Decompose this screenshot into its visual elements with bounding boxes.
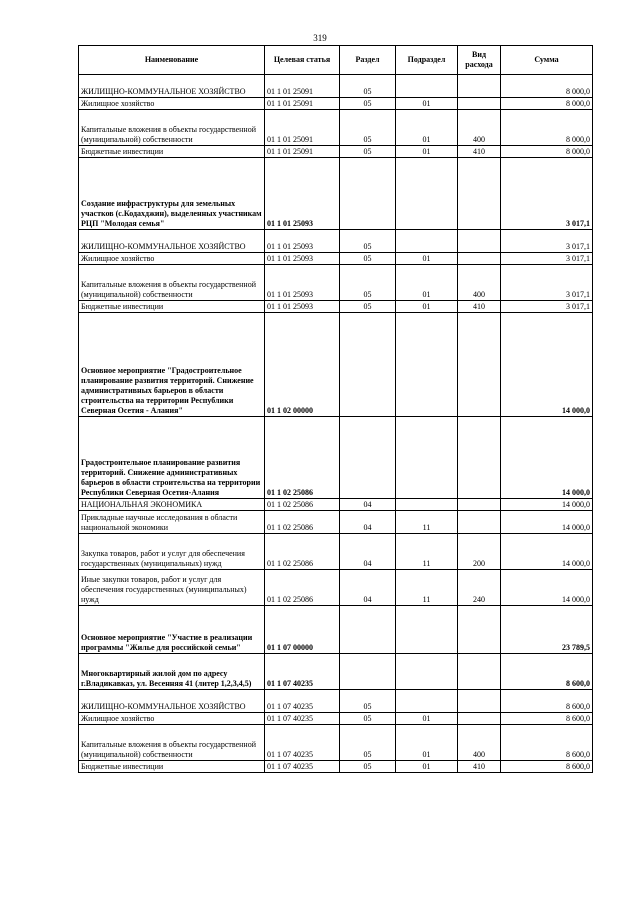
cell-name: Бюджетные инвестиции	[79, 146, 265, 158]
table-row	[79, 713, 593, 725]
cell-code: 01 1 07 40235	[265, 761, 340, 773]
header-expense-type: Вид расхода	[458, 46, 501, 75]
cell-subsection	[396, 499, 458, 511]
cell-code: 01 1 01 25091	[265, 146, 340, 158]
cell-expense-type: 400	[458, 265, 501, 301]
cell-section: 05	[340, 265, 396, 301]
cell-amount: 3 017,1	[501, 253, 593, 265]
cell-expense-type	[458, 654, 501, 690]
cell-name: ЖИЛИЩНО-КОММУНАЛЬНОЕ ХОЗЯЙСТВО	[79, 75, 265, 98]
cell-amount: 3 017,1	[501, 158, 593, 230]
cell-code: 01 1 01 25093	[265, 230, 340, 253]
table-row	[79, 654, 593, 690]
cell-expense-type: 410	[458, 301, 501, 313]
table-row	[79, 534, 593, 570]
cell-code: 01 1 07 40235	[265, 725, 340, 761]
table-row	[79, 761, 593, 773]
table-body	[79, 75, 593, 773]
cell-amount: 14 000,0	[501, 534, 593, 570]
cell-section: 05	[340, 713, 396, 725]
cell-name: ЖИЛИЩНО-КОММУНАЛЬНОЕ ХОЗЯЙСТВО	[79, 690, 265, 713]
cell-amount: 14 000,0	[501, 570, 593, 606]
cell-section	[340, 654, 396, 690]
cell-section: 05	[340, 761, 396, 773]
table-row	[79, 499, 593, 511]
cell-amount: 3 017,1	[501, 301, 593, 313]
cell-amount: 3 017,1	[501, 265, 593, 301]
cell-name: Жилищное хозяйство	[79, 713, 265, 725]
cell-subsection: 01	[396, 301, 458, 313]
cell-amount: 3 017,1	[501, 230, 593, 253]
cell-name: Градостроительное планирование развития территорий. Снижение административных барьеров в области строительства на территории Республики Северная Осетия-Алания	[79, 417, 265, 499]
cell-name: Капитальные вложения в объекты государственной (муниципальной) собственности	[79, 265, 265, 301]
cell-name: Основное мероприятие "Участие в реализации программы "Жилье для российской семьи"	[79, 606, 265, 654]
cell-amount: 8 600,0	[501, 725, 593, 761]
cell-code: 01 1 01 25093	[265, 265, 340, 301]
cell-name: Создание инфраструктуры для земельных участков (с.Кодахджин), выделенных участникам РЦП "Молодая семья"	[79, 158, 265, 230]
page-number: 319	[313, 33, 327, 43]
cell-expense-type	[458, 98, 501, 110]
cell-subsection	[396, 654, 458, 690]
cell-code: 01 1 01 25091	[265, 110, 340, 146]
cell-section: 04	[340, 570, 396, 606]
cell-expense-type	[458, 511, 501, 534]
cell-amount: 8 000,0	[501, 146, 593, 158]
cell-name: Многоквартирный жилой дом по адресу г.Владикавказ, ул. Весенняя 41 (литер 1,2,3,4,5)	[79, 654, 265, 690]
cell-section	[340, 158, 396, 230]
cell-subsection: 01	[396, 265, 458, 301]
table-header-row	[79, 46, 593, 75]
cell-expense-type	[458, 253, 501, 265]
cell-name: Прикладные научные исследования в области национальной экономики	[79, 511, 265, 534]
cell-section	[340, 417, 396, 499]
cell-subsection: 01	[396, 253, 458, 265]
cell-amount: 14 000,0	[501, 511, 593, 534]
cell-expense-type	[458, 713, 501, 725]
cell-subsection: 01	[396, 713, 458, 725]
cell-subsection: 01	[396, 98, 458, 110]
cell-section	[340, 606, 396, 654]
cell-subsection	[396, 690, 458, 713]
cell-name: Закупка товаров, работ и услуг для обеспечения государственных (муниципальных) нужд	[79, 534, 265, 570]
cell-code: 01 1 07 40235	[265, 654, 340, 690]
cell-code: 01 1 02 25086	[265, 499, 340, 511]
cell-code: 01 1 01 25093	[265, 301, 340, 313]
cell-subsection: 01	[396, 761, 458, 773]
cell-amount: 8 600,0	[501, 654, 593, 690]
cell-subsection: 11	[396, 511, 458, 534]
cell-expense-type	[458, 690, 501, 713]
cell-section: 05	[340, 301, 396, 313]
cell-code: 01 1 02 00000	[265, 313, 340, 417]
cell-code: 01 1 07 40235	[265, 713, 340, 725]
cell-subsection	[396, 606, 458, 654]
cell-subsection	[396, 417, 458, 499]
table-row	[79, 75, 593, 98]
cell-expense-type: 400	[458, 110, 501, 146]
cell-expense-type	[458, 75, 501, 98]
cell-expense-type	[458, 158, 501, 230]
cell-amount: 14 000,0	[501, 313, 593, 417]
cell-expense-type: 410	[458, 146, 501, 158]
cell-amount: 8 600,0	[501, 761, 593, 773]
cell-amount: 14 000,0	[501, 499, 593, 511]
cell-subsection	[396, 230, 458, 253]
cell-section: 04	[340, 511, 396, 534]
cell-amount: 8 600,0	[501, 713, 593, 725]
cell-expense-type: 410	[458, 761, 501, 773]
cell-expense-type: 400	[458, 725, 501, 761]
cell-expense-type	[458, 417, 501, 499]
cell-section: 05	[340, 690, 396, 713]
cell-section: 05	[340, 146, 396, 158]
cell-subsection	[396, 158, 458, 230]
cell-name: Бюджетные инвестиции	[79, 761, 265, 773]
cell-code: 01 1 01 25091	[265, 98, 340, 110]
cell-name: ЖИЛИЩНО-КОММУНАЛЬНОЕ ХОЗЯЙСТВО	[79, 230, 265, 253]
table-row	[79, 158, 593, 230]
cell-subsection	[396, 75, 458, 98]
cell-expense-type: 240	[458, 570, 501, 606]
table-row	[79, 230, 593, 253]
table-row	[79, 301, 593, 313]
cell-amount: 8 000,0	[501, 110, 593, 146]
table-row	[79, 725, 593, 761]
cell-section: 04	[340, 534, 396, 570]
cell-name: Иные закупки товаров, работ и услуг для обеспечения государственных (муниципальных) нужд	[79, 570, 265, 606]
cell-code: 01 1 07 40235	[265, 690, 340, 713]
header-section: Раздел	[340, 46, 396, 75]
cell-section: 05	[340, 253, 396, 265]
cell-expense-type	[458, 606, 501, 654]
budget-table	[78, 45, 593, 773]
cell-expense-type	[458, 499, 501, 511]
cell-name: Капитальные вложения в объекты государственной (муниципальной) собственности	[79, 110, 265, 146]
cell-expense-type: 200	[458, 534, 501, 570]
table-row	[79, 606, 593, 654]
cell-amount: 8 600,0	[501, 690, 593, 713]
cell-name: НАЦИОНАЛЬНАЯ ЭКОНОМИКА	[79, 499, 265, 511]
cell-code: 01 1 01 25091	[265, 75, 340, 98]
cell-code: 01 1 07 00000	[265, 606, 340, 654]
cell-amount: 14 000,0	[501, 417, 593, 499]
cell-subsection: 01	[396, 146, 458, 158]
table-row	[79, 98, 593, 110]
table-row	[79, 110, 593, 146]
cell-subsection	[396, 313, 458, 417]
cell-subsection: 01	[396, 725, 458, 761]
cell-section: 05	[340, 75, 396, 98]
cell-name: Жилищное хозяйство	[79, 253, 265, 265]
table-row	[79, 253, 593, 265]
cell-expense-type	[458, 313, 501, 417]
header-amount: Сумма	[501, 46, 593, 75]
cell-section: 05	[340, 110, 396, 146]
header-subsection: Подраздел	[396, 46, 458, 75]
table-row	[79, 146, 593, 158]
table-row	[79, 511, 593, 534]
cell-name: Капитальные вложения в объекты государственной (муниципальной) собственности	[79, 725, 265, 761]
cell-subsection: 11	[396, 570, 458, 606]
table-row	[79, 570, 593, 606]
cell-subsection: 11	[396, 534, 458, 570]
cell-section	[340, 313, 396, 417]
cell-expense-type	[458, 230, 501, 253]
table-row	[79, 313, 593, 417]
cell-name: Основное мероприятие "Градостроительное планирование развития территорий. Снижение административных барьеров в области строительства на территории Республики Северная Осетия - Алания"	[79, 313, 265, 417]
cell-section: 05	[340, 98, 396, 110]
table-row	[79, 265, 593, 301]
cell-code: 01 1 02 25086	[265, 417, 340, 499]
cell-amount: 8 000,0	[501, 75, 593, 98]
cell-name: Жилищное хозяйство	[79, 98, 265, 110]
cell-subsection: 01	[396, 110, 458, 146]
cell-code: 01 1 02 25086	[265, 570, 340, 606]
cell-amount: 8 000,0	[501, 98, 593, 110]
cell-section: 05	[340, 230, 396, 253]
cell-amount: 23 789,5	[501, 606, 593, 654]
cell-code: 01 1 01 25093	[265, 253, 340, 265]
cell-code: 01 1 02 25086	[265, 511, 340, 534]
header-name: Наименование	[79, 46, 265, 75]
cell-code: 01 1 02 25086	[265, 534, 340, 570]
cell-code: 01 1 01 25093	[265, 158, 340, 230]
header-code: Целевая статья	[265, 46, 340, 75]
cell-section: 05	[340, 725, 396, 761]
table-row	[79, 417, 593, 499]
table-row	[79, 690, 593, 713]
cell-name: Бюджетные инвестиции	[79, 301, 265, 313]
cell-section: 04	[340, 499, 396, 511]
